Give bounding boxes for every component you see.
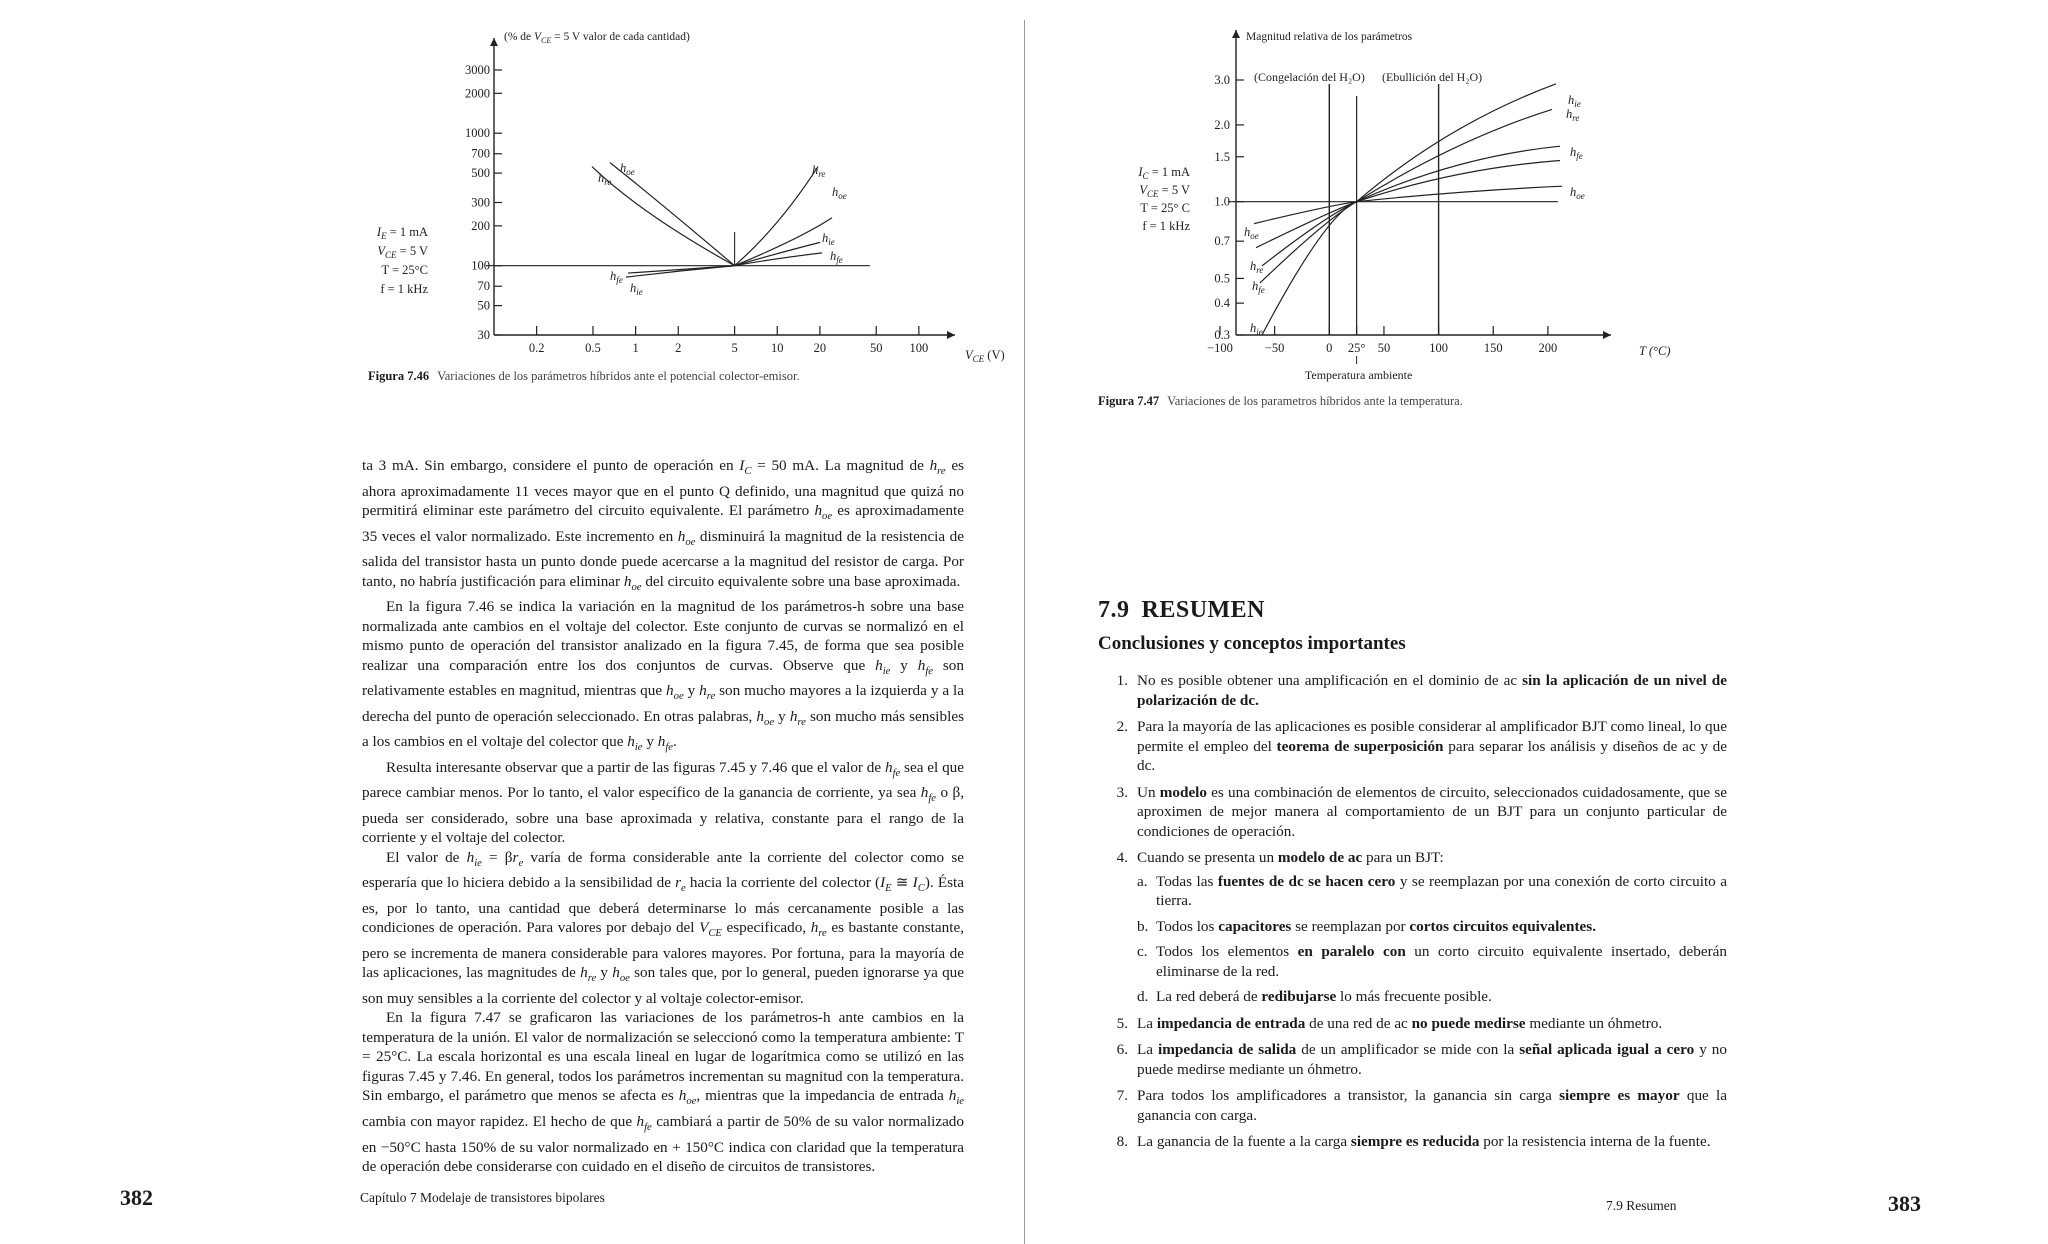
x-axis-unit: T (°C) xyxy=(1639,344,1671,358)
x-tick-label: 25° xyxy=(1347,341,1366,355)
y-tick-label: 500 xyxy=(471,166,490,181)
item-number: 3. xyxy=(1116,783,1128,801)
item-number: 6. xyxy=(1116,1041,1128,1058)
operating-condition: $V_{CE} = 5$ V xyxy=(1139,183,1190,199)
x-tick-label: 200 xyxy=(1538,341,1558,355)
y-axis-arrow xyxy=(1232,30,1240,38)
item-number: 7. xyxy=(1116,1087,1128,1104)
item-number: b. xyxy=(1137,917,1149,935)
y-tick-label: 0.3 xyxy=(1214,328,1230,342)
data-curve xyxy=(626,266,735,277)
y-tick-label: 200 xyxy=(471,218,490,233)
figure-7-46-plot xyxy=(0,0,1024,380)
boiling-annotation: (Ebullición del H₂O) xyxy=(1382,70,1483,84)
x-axis-unit: $V_{CE}$ (V) xyxy=(965,348,1005,364)
sub-list xyxy=(1137,872,1727,1007)
caption-label: Figura 7.46 xyxy=(368,369,430,383)
y-tick-label: 0.4 xyxy=(1214,296,1230,311)
sub-item: d. La red deberá de redibujarse lo más frecuente posible. xyxy=(1137,988,1492,1005)
subsection-title: Conclusiones y conceptos importantes xyxy=(1098,633,1406,654)
x-axis-title: Temperatura ambiente xyxy=(1304,368,1413,382)
x-tick-label: 150 xyxy=(1483,341,1503,355)
summary-item: 2. Para la mayoría de las aplicaciones es posible considerar al amplificador BJT como lineal, lo que permite el empleo del teorema de superposición para separar los análisis y diseños de ac y de dc. xyxy=(1106,717,1727,776)
caption-text: Variaciones de los parametros híbridos ante la temperatura. xyxy=(1167,394,1463,408)
y-axis-title: Magnitud relativa de los parámetros xyxy=(1246,31,1413,43)
y-tick-label: 2000 xyxy=(465,86,490,101)
right-page xyxy=(1026,0,2048,1244)
operating-condition: T = 25° C xyxy=(1140,201,1190,215)
running-footer: Capítulo 7 Modelaje de transistores bipolares xyxy=(360,1190,605,1205)
y-tick-label: 300 xyxy=(471,195,490,210)
curve-label: $h_{fe}$ xyxy=(610,269,623,285)
curve-label: $h_{re}$ xyxy=(812,163,826,179)
curve-label: $h_{fe}$ xyxy=(830,249,843,265)
y-tick-label: 70 xyxy=(477,279,490,294)
item-number: 5. xyxy=(1116,1014,1128,1032)
item-number: 1. xyxy=(1116,672,1128,689)
curve-label: $h_{oe}$ xyxy=(620,161,635,177)
operating-condition: $V_{CE} = 5$ V xyxy=(377,244,428,260)
x-tick-label: 50 xyxy=(869,341,883,355)
figure-7-47-caption xyxy=(1098,394,1463,409)
item-number: a. xyxy=(1137,872,1148,890)
summary-item: 6. La impedancia de salida de un amplificador se mide con la señal aplicada igual a cero y no puede medirse mediante un óhmetro. xyxy=(1106,1040,1727,1079)
y-axis-arrow xyxy=(490,38,498,46)
body-paragraph: El valor de $h_{ie} = \beta r_e$ varía de forma considerable ante la corriente del colector como se esperaría que lo hiciera debido a la sensibilidad de $r_e$ hacia la corriente del colector ($I_E$ ≅ $I_C$). Ésta es, por lo tanto, una cantidad que deberá determinarse lo más cercanamente posible a las condiciones de operación. Para valores por debajo del $V_{CE}$ especificado, $h_{re}$ es bastante constante, pero se incrementa de manera considerable para valores mayores. Por fortuna, para la mayoría de las aplicaciones, las magnitudes de $h_{re}$ y $h_{oe}$ son tales que, por lo general, pueden ignorarse ya que son muy sensibles a la corriente del colector y al voltaje colector-emisor. xyxy=(362,848,965,1007)
data-curve xyxy=(735,167,818,266)
body-paragraph: En la figura 7.46 se indica la variación en la magnitud de los parámetros-h sobre una base normalizada ante cambios en el voltaje del colector. Este conjunto de curvas se normalizó en el mismo punto de operación del transistor analizado en la figura 7.45, de forma que sea posible realizar una comparación entre los dos conjuntos de curvas. Observe que $h_{ie}$ y $h_{fe}$ son relativamente estables en magnitud, mientras que $h_{oe}$ y $h_{re}$ son mucho mayores a la izquierda y a la derecha del punto de operación seleccionado. En otras palabras, $h_{oe}$ y $h_{re}$ son mucho más sensibles a los cambios en el voltaje del colector que $h_{ie}$ y $h_{fe}$. xyxy=(362,598,964,754)
y-tick-label: 50 xyxy=(477,298,490,313)
y-tick-label: 0.7 xyxy=(1214,234,1230,249)
x-tick-label: 1 xyxy=(632,341,639,355)
x-tick-label: 0.5 xyxy=(585,341,601,355)
y-tick-label: 1.0 xyxy=(1214,194,1230,209)
x-tick-label: 0 xyxy=(1326,341,1333,355)
operating-condition: T = 25°C xyxy=(381,263,428,277)
sub-item: b. Todos los capacitores se reemplazan por cortos circuitos equivalentes. xyxy=(1137,917,1597,935)
curve-label: $h_{ie}$ xyxy=(1568,93,1581,109)
x-tick-label: 20 xyxy=(813,341,827,355)
data-curve xyxy=(1256,161,1560,248)
y-tick-label: 30 xyxy=(477,328,490,342)
data-curve xyxy=(1254,186,1562,223)
operating-condition: f = 1 kHz xyxy=(380,282,428,296)
data-curve xyxy=(1260,109,1552,283)
figure-7-46-caption xyxy=(368,369,800,384)
body-paragraph: En la figura 7.47 se graficaron las variaciones de los parámetros-h ante cambios en la temperatura de la unión. El valor de normalización se seleccionó como la temperatura ambiente: T = 25°C. La escala horizontal es una escala lineal en lugar de logarítmica como se utilizó en las figuras 7.45 y 7.46. En general, todos los parámetros incrementan su magnitud con la temperatura. Sin embargo, el parámetro que menos se afecta es $h_{oe}$, mientras que la impedancia de entrada $h_{ie}$ cambia con mayor rapidez. El hecho de que $h_{fe}$ cambiará a partir de 50% de su valor normalizado en −50°C hasta 150% de su valor normalizado en + 150°C indica con claridad que la temperatura de operación debe considerarse con cuidado en el diseño de circuitos de transistores. xyxy=(362,1009,964,1175)
curve-label: $h_{ie}$ xyxy=(1250,321,1263,337)
operating-condition: $I_E = 1$ mA xyxy=(376,225,428,241)
curve-label: $h_{re}$ xyxy=(1566,107,1580,123)
page-number: 382 xyxy=(120,1185,153,1210)
curve-label: $h_{fe}$ xyxy=(1570,145,1583,161)
curve-label: $h_{oe}$ xyxy=(1570,185,1585,201)
x-tick-label: 50 xyxy=(1377,341,1391,355)
y-tick-label: 100 xyxy=(471,258,490,273)
y-tick-label: 1000 xyxy=(465,126,490,141)
operating-condition: f = 1 kHz xyxy=(1142,219,1190,233)
caption-text: Variaciones de los parámetros híbridos ante el potencial colector-emisor. xyxy=(437,369,800,383)
section-title: RESUMEN xyxy=(1141,597,1266,623)
page-number: 383 xyxy=(1888,1191,1921,1216)
data-curve xyxy=(592,167,735,266)
x-tick-label: −50 xyxy=(1264,341,1285,355)
body-paragraph: ta 3 mA. Sin embargo, considere el punto de operación en $I_C = 50$ mA. La magnitud de $h_{re}$ es ahora aproximadamente 11 veces mayor que en el punto Q definido, una magnitud que quizá no permitirá eliminar este parámetro del circuito equivalente. El parámetro $h_{oe}$ es aproximadamente 35 veces el valor normalizado. Este incremento en $h_{oe}$ disminuirá la magnitud de la resistencia de salida del transistor hasta un punto donde puede acercarse a la magnitud del resistor de carga. Por tanto, no habría justificación para eliminar $h_{oe}$ del circuito equivalente sobre una base aproximada. xyxy=(362,457,964,593)
curve-label: $h_{ie}$ xyxy=(822,231,835,247)
operating-condition: $I_C = 1$ mA xyxy=(1138,165,1190,181)
x-axis-arrow xyxy=(947,331,955,339)
data-curve xyxy=(735,253,822,266)
x-tick-label: 100 xyxy=(909,341,929,355)
y-tick-label: 0.5 xyxy=(1214,271,1230,286)
x-tick-label: 10 xyxy=(770,341,784,355)
item-number: 2. xyxy=(1116,718,1128,735)
item-number: 8. xyxy=(1116,1133,1128,1150)
item-number: c. xyxy=(1137,943,1148,960)
x-axis-arrow xyxy=(1603,331,1611,339)
curve-label: $h_{re}$ xyxy=(598,171,612,187)
summary-item: 8. La ganancia de la fuente a la carga siempre es reducida por la resistencia interna de la fuente. xyxy=(1106,1132,1727,1152)
x-tick-label: 5 xyxy=(731,341,738,355)
freezing-annotation: (Congelación del H₂O) xyxy=(1254,70,1365,84)
y-tick-label: 3.0 xyxy=(1214,73,1230,87)
sub-item: c. Todos los elementos en paralelo con un corto circuito equivalente insertado, deberán eliminarse de la red. xyxy=(1137,943,1727,980)
x-tick-label: 100 xyxy=(1429,341,1448,355)
summary-list xyxy=(1106,671,1727,1159)
item-number: d. xyxy=(1137,988,1149,1005)
summary-item: 7. Para todos los amplificadores a transistor, la ganancia sin carga siempre es mayor que la ganancia con carga. xyxy=(1106,1086,1727,1125)
section-heading xyxy=(1098,597,1265,624)
summary-item: 4. Cuando se presenta un modelo de ac para un BJT: a. Todas las fuentes de dc se hacen cero y se reemplazan por una conexión de corto circuito a tierra. b. Todos los capacitores se reemplazan por cortos circuitos equivalentes. c. Todos los elementos en paralelo con un corto circuito equivalente insertado, deberán eliminarse de la red. d. La red deberá de redibujarse lo más frecuente posible. xyxy=(1106,848,1727,1007)
figure-7-47-plot xyxy=(1026,0,2048,390)
book-spine xyxy=(1024,20,1025,1244)
curve-label: $h_{fe}$ xyxy=(1252,279,1265,295)
curve-label: $h_{oe}$ xyxy=(832,185,847,201)
summary-item: 5. La impedancia de entrada de una red de ac no puede medirse mediante un óhmetro. xyxy=(1106,1014,1727,1034)
summary-item: 3. Un modelo es una combinación de elementos de circuito, seleccionados cuidadosamente, que se aproximen de mejor manera al comportamiento de un BJT para un conjunto particular de condiciones de operación. xyxy=(1106,783,1727,842)
x-tick-label: 2 xyxy=(675,341,682,355)
y-tick-label: 2.0 xyxy=(1214,117,1230,132)
x-tick-label: 0.2 xyxy=(528,341,545,355)
curve-label: $h_{oe}$ xyxy=(1244,225,1259,241)
running-footer: 7.9 Resumen xyxy=(1606,1198,1677,1213)
data-curve xyxy=(1262,146,1560,266)
sub-item: a. Todas las fuentes de dc se hacen cero y se reemplazan por una conexión de corto circuito a tierra. xyxy=(1137,872,1727,909)
data-curve xyxy=(610,163,735,266)
y-tick-label: 3000 xyxy=(465,63,490,77)
x-tick-label: −100 xyxy=(1207,341,1233,355)
summary-item: 1. No es posible obtener una amplificación en el dominio de ac sin la aplicación de un nivel de polarización de dc. xyxy=(1106,671,1727,710)
left-body-text xyxy=(362,456,964,1177)
y-axis-title: (% de $V_{CE} = 5$ V valor de cada cantidad) xyxy=(504,31,690,45)
item-number: 4. xyxy=(1116,849,1128,866)
section-number: 7.9 xyxy=(1098,597,1130,623)
data-curve xyxy=(1262,84,1556,335)
y-tick-label: 700 xyxy=(471,146,490,161)
caption-label: Figura 7.47 xyxy=(1098,394,1160,408)
curve-label: $h_{re}$ xyxy=(1250,259,1264,275)
body-paragraph: Resulta interesante observar que a partir de las figuras 7.45 y 7.46 que el valor de $h_{fe}$ sea el que parece cambiar menos. Por lo tanto, el valor específico de la ganancia de corriente, ya sea $h_{fe}$ o β, pueda ser considerado, sobre una base aproximada y relativa, constante para el rango de la corriente y el voltaje del colector. xyxy=(362,758,964,847)
curve-label: $h_{ie}$ xyxy=(630,281,643,297)
y-tick-label: 1.5 xyxy=(1214,149,1230,164)
